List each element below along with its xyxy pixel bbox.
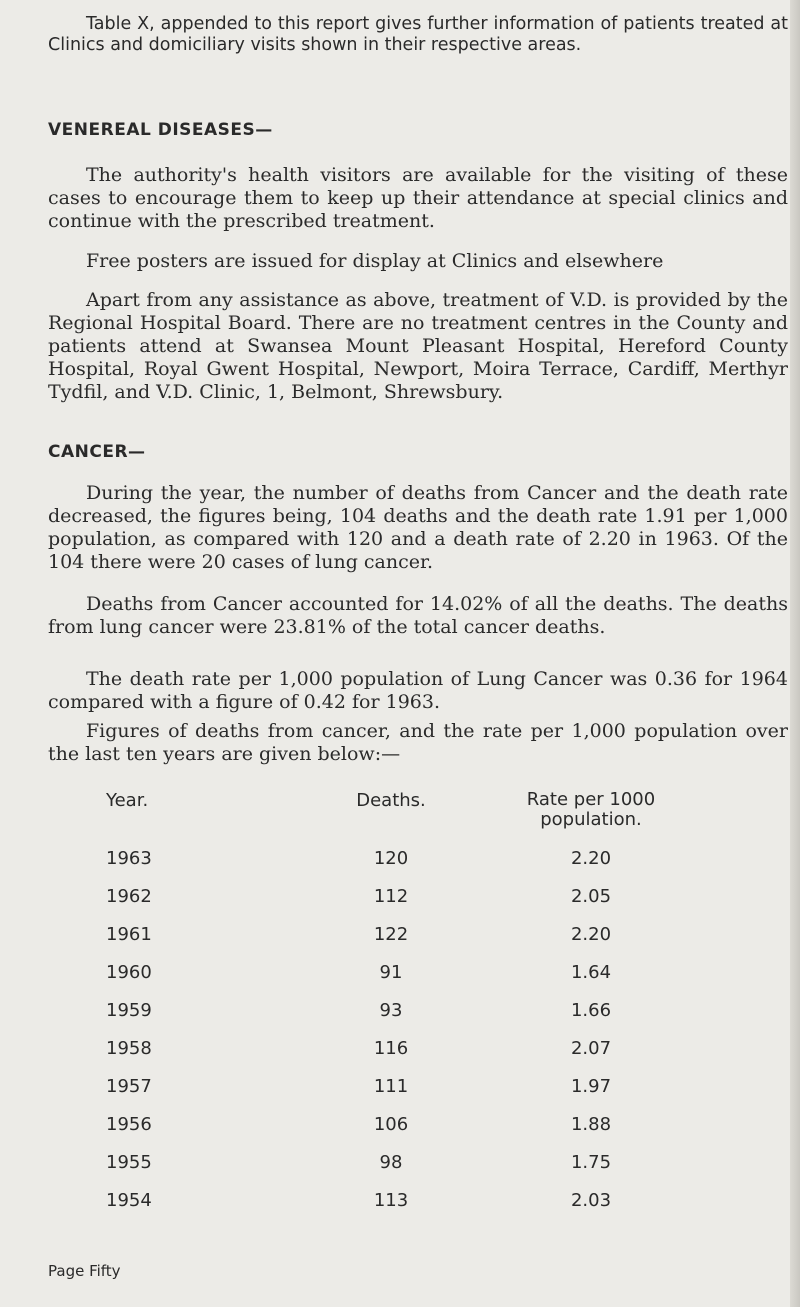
cell-rate: 1.66: [570, 1000, 612, 1021]
page-edge-shadow: [790, 0, 800, 1307]
cancer-heading: CANCER—: [48, 442, 146, 462]
vd-paragraph-1: The authority's health visitors are available for the visiting of these cases to encourage them to keep up their attendance at special clinics and continue with the prescribed treatment.: [48, 164, 788, 232]
cell-rate: 2.03: [570, 1190, 612, 1211]
header-year: Year.: [106, 790, 149, 811]
table-body: [100, 848, 716, 1228]
cell-deaths: 111: [373, 1076, 409, 1097]
cell-year: 1960: [106, 962, 152, 983]
cell-deaths: 120: [373, 848, 409, 869]
header-rate-line-2: population.: [540, 809, 642, 830]
cell-rate: 1.97: [570, 1076, 612, 1097]
cell-rate: 2.05: [570, 886, 612, 907]
table-row: [100, 886, 716, 924]
cell-rate: 1.88: [570, 1114, 612, 1135]
cell-rate: 2.07: [570, 1038, 612, 1059]
table-header-row: [100, 790, 716, 848]
venereal-diseases-heading: VENEREAL DISEASES—: [48, 120, 273, 140]
vd-paragraph-2: Free posters are issued for display at Clinics and elsewhere: [86, 250, 664, 272]
table-row: [100, 1152, 716, 1190]
cancer-paragraph-2: Deaths from Cancer accounted for 14.02% of all the deaths. The deaths from lung cancer were 23.81% of the total cancer deaths.: [48, 593, 788, 638]
table-row: [100, 1076, 716, 1114]
cancer-paragraph-1: During the year, the number of deaths from Cancer and the death rate decreased, the figures being, 104 deaths and the death rate 1.91 per 1,000 population, as compared with 120 and a death rate of 2.20 in 1963. Of the 104 there were 20 cases of lung cancer.: [48, 482, 788, 573]
cancer-paragraph-3: The death rate per 1,000 population of Lung Cancer was 0.36 for 1964 compared with a figure of 0.42 for 1963.: [48, 668, 788, 713]
cell-year: 1963: [106, 848, 152, 869]
cell-year: 1957: [106, 1076, 152, 1097]
intro-paragraph: Table X, appended to this report gives further information of patients treated at Clinics and domiciliary visits shown in their respective areas.: [48, 14, 788, 55]
cell-deaths: 112: [373, 886, 409, 907]
cell-year: 1956: [106, 1114, 152, 1135]
header-deaths: Deaths.: [356, 790, 426, 811]
vd-paragraph-3: Apart from any assistance as above, treatment of V.D. is provided by the Regional Hospital Board. There are no treatment centres in the County and patients attend at Swansea Mount Pleasant Hospital, Hereford County Hospital, Royal Gwent Hospital, Newport, Moira Terrace, Cardiff, Merthyr Tydfil, and V.D. Clinic, 1, Belmont, Shrewsbury.: [48, 289, 788, 403]
table-row: [100, 1190, 716, 1228]
cell-year: 1961: [106, 924, 152, 945]
header-rate-line-1: Rate per 1000: [526, 789, 656, 810]
header-rate: [466, 790, 716, 848]
table-row: [100, 962, 716, 1000]
cell-rate: 1.75: [570, 1152, 612, 1173]
table-row: [100, 924, 716, 962]
cell-rate: 1.64: [570, 962, 612, 983]
cell-deaths: 122: [373, 924, 409, 945]
cell-deaths: 93: [379, 1000, 403, 1021]
table-row: [100, 1114, 716, 1152]
page-footer: Page Fifty: [48, 1262, 121, 1280]
cell-deaths: 113: [373, 1190, 409, 1211]
cell-year: 1958: [106, 1038, 152, 1059]
cell-deaths: 98: [379, 1152, 403, 1173]
cell-year: 1955: [106, 1152, 152, 1173]
table-row: [100, 1038, 716, 1076]
cell-deaths: 116: [373, 1038, 409, 1059]
cell-year: 1959: [106, 1000, 152, 1021]
cell-rate: 2.20: [570, 924, 612, 945]
cancer-paragraph-4: Figures of deaths from cancer, and the rate per 1,000 population over the last ten years are given below:—: [48, 720, 788, 765]
cell-deaths: 91: [379, 962, 403, 983]
cell-year: 1962: [106, 886, 152, 907]
table-row: [100, 1000, 716, 1038]
cell-year: 1954: [106, 1190, 152, 1211]
cancer-deaths-table: [100, 790, 716, 1228]
cell-rate: 2.20: [570, 848, 612, 869]
cell-deaths: 106: [373, 1114, 409, 1135]
table-row: [100, 848, 716, 886]
